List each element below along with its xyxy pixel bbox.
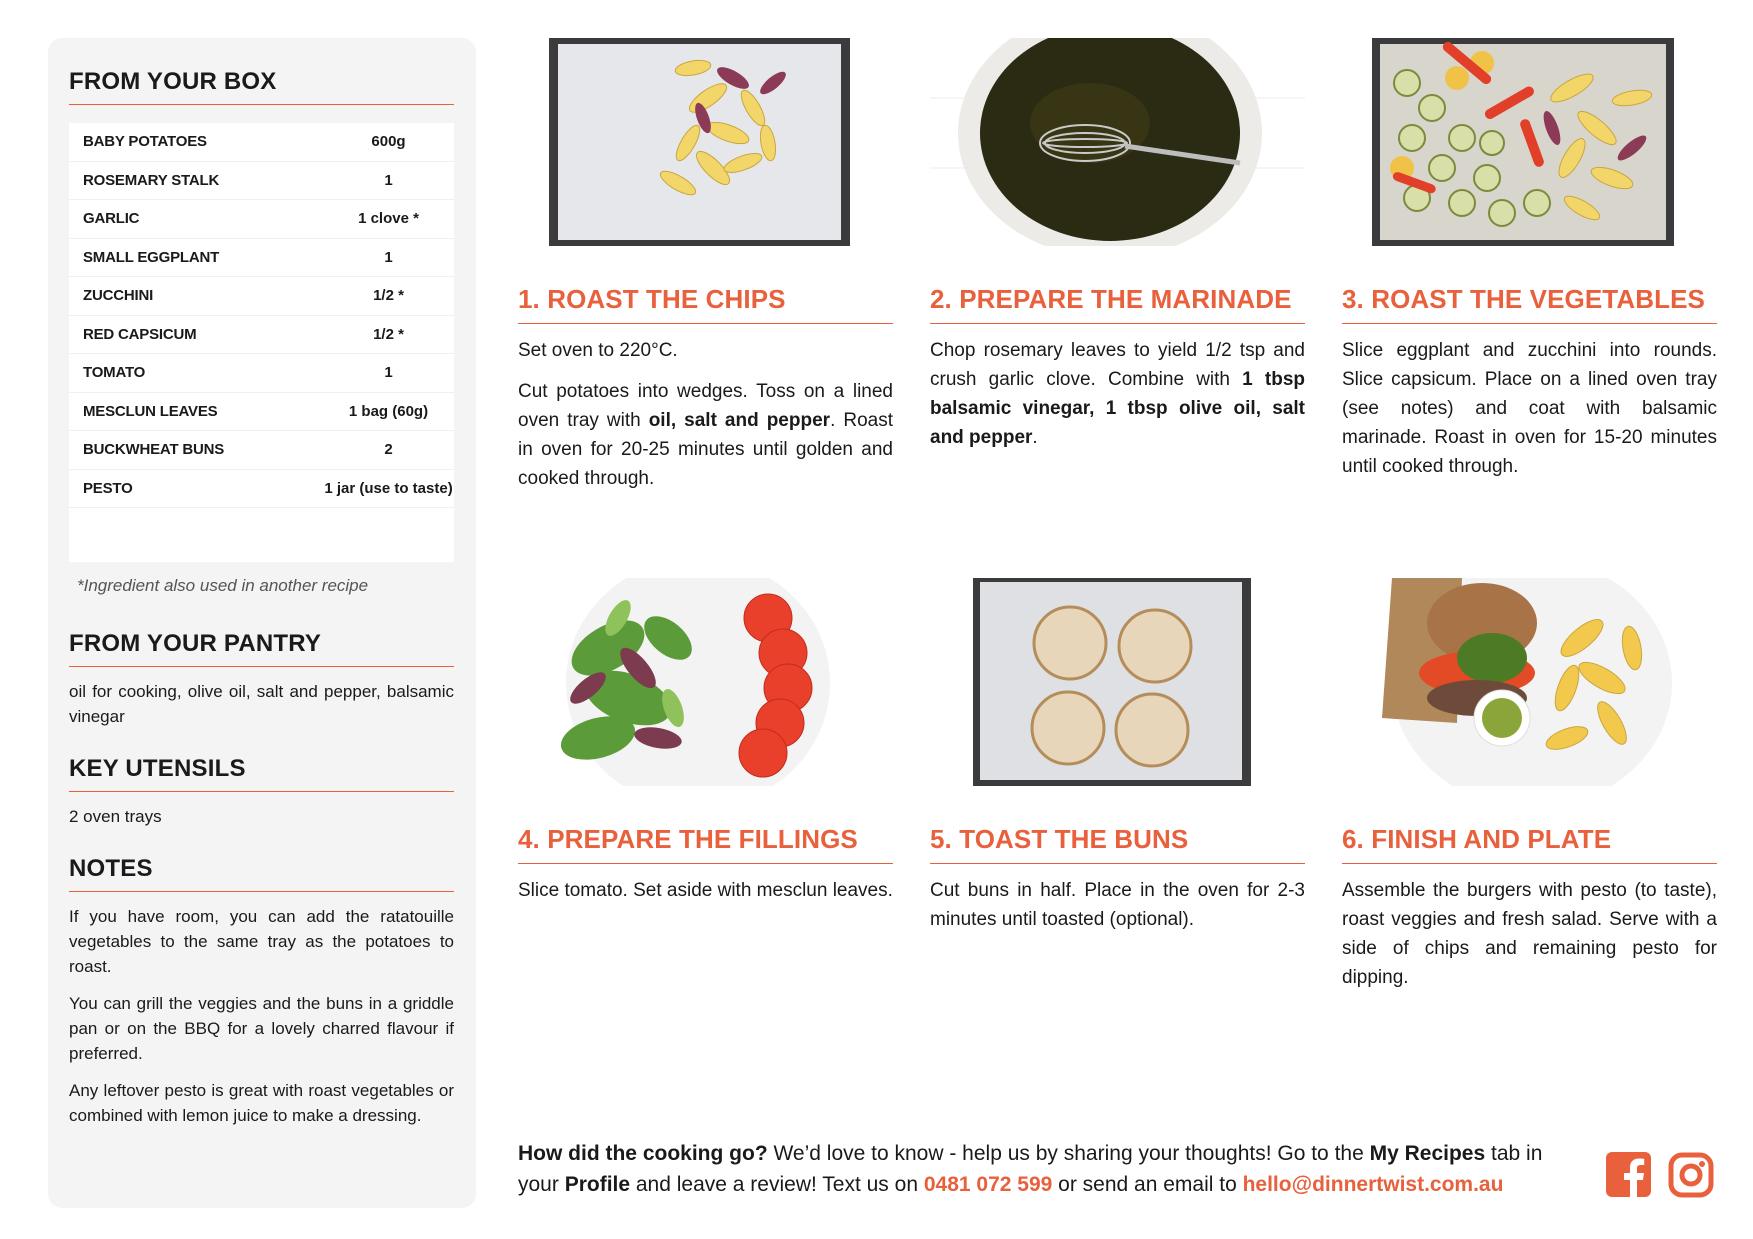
table-row (69, 200, 454, 239)
step-5 (930, 578, 1305, 946)
table-row (69, 238, 454, 277)
feedback-question: How did the cooking go? (518, 1142, 768, 1165)
table-row (69, 392, 454, 431)
bold-text: 1 tbsp balsamic vinegar, 1 tbsp olive oil, salt and pepper (930, 369, 1306, 448)
ingredient-qty: 600g (323, 123, 454, 161)
step-4-body (518, 876, 893, 905)
ingredient-name: ZUCCHINI (69, 277, 323, 316)
table-row (69, 277, 454, 316)
step-1-photo (518, 38, 893, 246)
text: . (1032, 427, 1038, 448)
step-5-title: 5. TOAST THE BUNS (930, 824, 1305, 864)
ingredient-qty: 1 jar (use to taste) (323, 469, 454, 508)
step-1-body (518, 336, 893, 493)
step-4-title: 4. PREPARE THE FILLINGS (518, 824, 893, 864)
text: and leave a review! Text us on (630, 1173, 924, 1196)
text: Chop rosemary leaves to yield 1/2 tsp and crush garlic clove. Combine with (930, 340, 1305, 390)
ingredient-name: PESTO (69, 469, 323, 508)
table-row (69, 431, 454, 470)
from-your-pantry-title: FROM YOUR PANTRY (69, 630, 454, 667)
profile-label: Profile (564, 1173, 631, 1196)
step-4 (518, 578, 893, 917)
ingredient-qty: 1 bag (60g) (323, 392, 454, 431)
pantry-text: oil for cooking, olive oil, salt and pepper, balsamic vinegar (69, 682, 454, 726)
notes (69, 904, 454, 1128)
ingredient-qty: 1/2 * (323, 277, 454, 316)
step-5-photo (930, 578, 1305, 786)
step-5-text: Cut buns in half. Place in the oven for 2-3 minutes until toasted (optional). (930, 880, 1305, 930)
step-3 (1342, 38, 1717, 493)
table-row-blank (69, 508, 454, 563)
ingredient-name: TOMATO (69, 354, 323, 393)
ingredient-name: ROSEMARY STALK (69, 161, 323, 200)
step-5-body (930, 876, 1305, 934)
step-6-text: Assemble the burgers with pesto (to taste), roast veggies and fresh salad. Serve with a side of chips and remaining pesto for dipping. (1342, 880, 1717, 988)
key-utensils-title: KEY UTENSILS (69, 755, 454, 792)
step-6-title: 6. FINISH AND PLATE (1342, 824, 1717, 864)
my-recipes-label: My Recipes (1369, 1142, 1486, 1165)
table-row (69, 469, 454, 508)
text: Cut potatoes into wedges. Toss on a lined oven tray with (518, 381, 893, 431)
note-item: If you have room, you can add the ratatouille vegetables to the same tray as the potatoes to roast. (69, 907, 454, 976)
ingredient-qty: 1 (323, 161, 454, 200)
step-1 (518, 38, 893, 505)
step-6-body (1342, 876, 1717, 992)
from-your-box-title: FROM YOUR BOX (69, 68, 454, 105)
ingredient-name: RED CAPSICUM (69, 315, 323, 354)
step-2-title: 2. PREPARE THE MARINADE (930, 284, 1305, 324)
step-3-photo (1342, 38, 1717, 246)
step-2-photo (930, 38, 1305, 246)
ingredient-name: SMALL EGGPLANT (69, 238, 323, 277)
step-1-text: Set oven to 220°C. (518, 340, 678, 361)
ingredient-qty: 2 (323, 431, 454, 470)
notes-title: NOTES (69, 855, 454, 892)
email-link[interactable]: hello@dinnertwist.com.au (1242, 1173, 1504, 1196)
table-row (69, 354, 454, 393)
utensils-text: 2 oven trays (69, 807, 162, 826)
ingredient-qty: 1 (323, 238, 454, 277)
step-2-body (930, 336, 1305, 452)
instagram-icon[interactable] (1668, 1152, 1714, 1203)
step-2 (930, 38, 1305, 464)
phone-link[interactable]: 0481 072 599 (923, 1173, 1053, 1196)
ingredient-name: BABY POTATOES (69, 123, 323, 161)
table-row (69, 161, 454, 200)
step-2-text (930, 336, 1305, 452)
facebook-icon[interactable] (1606, 1152, 1651, 1202)
ingredient-name: GARLIC (69, 200, 323, 239)
text: or send an email to (1052, 1173, 1243, 1196)
text: . Roast in oven for 20-25 minutes until golden and cooked through. (518, 410, 893, 489)
note-item: Any leftover pesto is great with roast vegetables or combined with lemon juice to make a dressing. (69, 1081, 454, 1125)
step-1-text-2 (518, 377, 893, 493)
step-1-title: 1. ROAST THE CHIPS (518, 284, 893, 324)
step-6-photo (1342, 578, 1717, 786)
step-3-body (1342, 336, 1717, 481)
sidebar (48, 38, 476, 1208)
ingredient-qty: 1 (323, 354, 454, 393)
step-4-photo (518, 578, 893, 786)
note-item: You can grill the veggies and the buns in a griddle pan or on the BBQ for a lovely charred flavour if preferred. (69, 994, 454, 1063)
table-row (69, 315, 454, 354)
step-3-text: Slice eggplant and zucchini into rounds. Slice capsicum. Place on a lined oven tray (see notes) and coat with balsamic marinade. Roast in oven for 15-20 minutes until cooked through. (1342, 340, 1717, 477)
text: tab in your (518, 1142, 1543, 1196)
ingredient-footnote: *Ingredient also used in another recipe (77, 576, 369, 595)
text: We’d love to know - help us by sharing your thoughts! Go to the (767, 1142, 1370, 1165)
step-3-title: 3. ROAST THE VEGETABLES (1342, 284, 1717, 324)
ingredients-table (69, 123, 454, 562)
step-6 (1342, 578, 1717, 1004)
feedback-footer (518, 1138, 1568, 1200)
table-row (69, 123, 454, 161)
step-4-text: Slice tomato. Set aside with mesclun leaves. (518, 880, 893, 901)
bold-text: oil, salt and pepper (648, 410, 831, 431)
ingredient-name: MESCLUN LEAVES (69, 392, 323, 431)
ingredient-qty: 1 clove * (323, 200, 454, 239)
ingredient-name: BUCKWHEAT BUNS (69, 431, 323, 470)
ingredient-qty: 1/2 * (323, 315, 454, 354)
